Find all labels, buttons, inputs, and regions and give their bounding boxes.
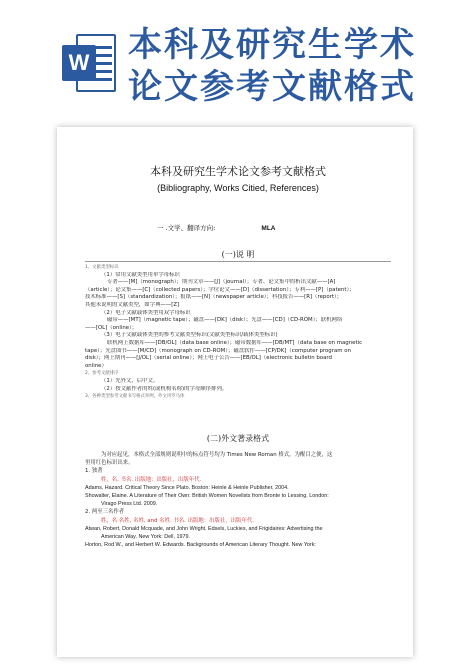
example-citation: Atwan, Robert, Donald Mcquade, and John Wright. Edsels, Luckies, and Frigidaires: Advertising the — [85, 525, 323, 532]
document-meta — [157, 223, 276, 232]
format-template-line: 姓，名. 书名. 出版地：出版社，出版年代. — [101, 476, 202, 483]
section1-line: online） — [85, 362, 107, 369]
section1-line: （3）电子文献载体类型的参考文献类型标识(文献类型标识/载体类型标识) — [101, 332, 278, 339]
example-citation: American Way. New York: Dell, 1979. — [101, 534, 190, 541]
section1-line: ——[OL]（online）； — [85, 324, 138, 331]
section1-line: （2）电子文献载体类型用双字母标识 — [101, 309, 191, 316]
document-subtitle: (Bibliography, Works Citied, References) — [157, 183, 319, 193]
section1-line: （2）按文献作者的姓(或机构名称)的字母顺序排列。 — [101, 385, 228, 392]
section1-line: 联机网上数据库——[DB/OL]（data base online）；磁带数据库——[DB/MT]（data base on magnetic — [107, 339, 363, 346]
section1-line: 技术标准——[S]（standardization）；报纸——[N]（newspaper article）；科技报告——[R]（report）； — [85, 294, 343, 301]
section1-line: 磁带——[MT]（magnetic tape）；磁盘——[DK]（disk）；光盘——[CD]（CD-ROM）；联机网络 — [107, 317, 343, 324]
section2-line: 为对应起见，本格式全部规则说明中的标点符号均为 Times New Roman 格式，为醒目之便，这 — [101, 452, 333, 458]
divider — [85, 261, 391, 262]
section2-line: 里用红色标识出来。 — [85, 460, 134, 467]
section1-line: 专著——[M]（monograph）；期刊文章——[J]（journal）；专著、论文集中的析出文献——[A] — [107, 279, 336, 286]
banner-title-line2: 论文参考文献格式 — [128, 67, 416, 107]
example-citation: Horton, Rod W., and Herbert W. Edwards. Backgrounds of American Literary Thought. New York: — [85, 542, 316, 549]
banner-title — [128, 24, 468, 108]
meta-value: MLA — [261, 225, 276, 232]
document-page — [57, 127, 413, 657]
section1-line: （1）常用文献类型用单字母标识 — [101, 271, 180, 278]
section2-body — [85, 451, 391, 549]
meta-label: 一 .文学、翻译方向: — [157, 224, 216, 232]
format-template-line: 姓，名 名姓, 名姓, and 名姓. 书名. 出版地：出版社，出版年代. — [101, 517, 254, 524]
section1-line: 3、各种类型参考文献书写格式举例，外文用罗马体 — [85, 394, 185, 400]
example-citation: Showalter, Elaine. A Literature of Their Own: British Women Novelists from Bronte to Lessing. London: — [85, 493, 329, 500]
section1-line: disk）；网上期刊——[J/OL]（serial online）；网上电子公告——[EB/OL]（electronic bulletin board — [85, 355, 332, 362]
section2-line: 1. 独著 — [85, 468, 103, 475]
document-title: 本科及研究生学术论文参考文献格式 — [150, 165, 326, 178]
section1-line: （article）；论文集——[C]（collected papers）；学位论文——[D]（dissertation）；专利——[P]（patent）； — [85, 286, 355, 293]
word-logo-icon — [62, 34, 116, 92]
section2-line: 2. 两至三名作者 — [85, 509, 125, 516]
banner-title-line1: 本科及研究生学术 — [128, 25, 416, 65]
section1-line: 1、文献类型标识 — [85, 265, 119, 270]
section1-line: tape）；光盘图书——[M/CD]（monograph on CD-ROM）；磁盘软件——[CP/DK]（computer program on — [85, 347, 351, 354]
section2-heading: (二)外文著录格式 — [206, 434, 270, 443]
section1-line: 2、参考文献排序 — [85, 371, 119, 377]
section1-heading: (一)说 明 — [221, 250, 255, 259]
section1-body — [85, 264, 391, 401]
section1-line: （1）先外文，后中文。 — [101, 377, 159, 384]
section1-line: 其他未说明的文献类型，如字典——[Z] — [85, 301, 180, 308]
example-citation: Adams, Hazard. Critical Theory Since Plato. Boston: Heinle & Heinle Publisher, 2004. — [85, 484, 289, 491]
example-citation: Virago Press Ltd. 2009. — [101, 501, 158, 508]
word-letter-badge: W — [62, 45, 96, 81]
banner — [0, 0, 474, 118]
